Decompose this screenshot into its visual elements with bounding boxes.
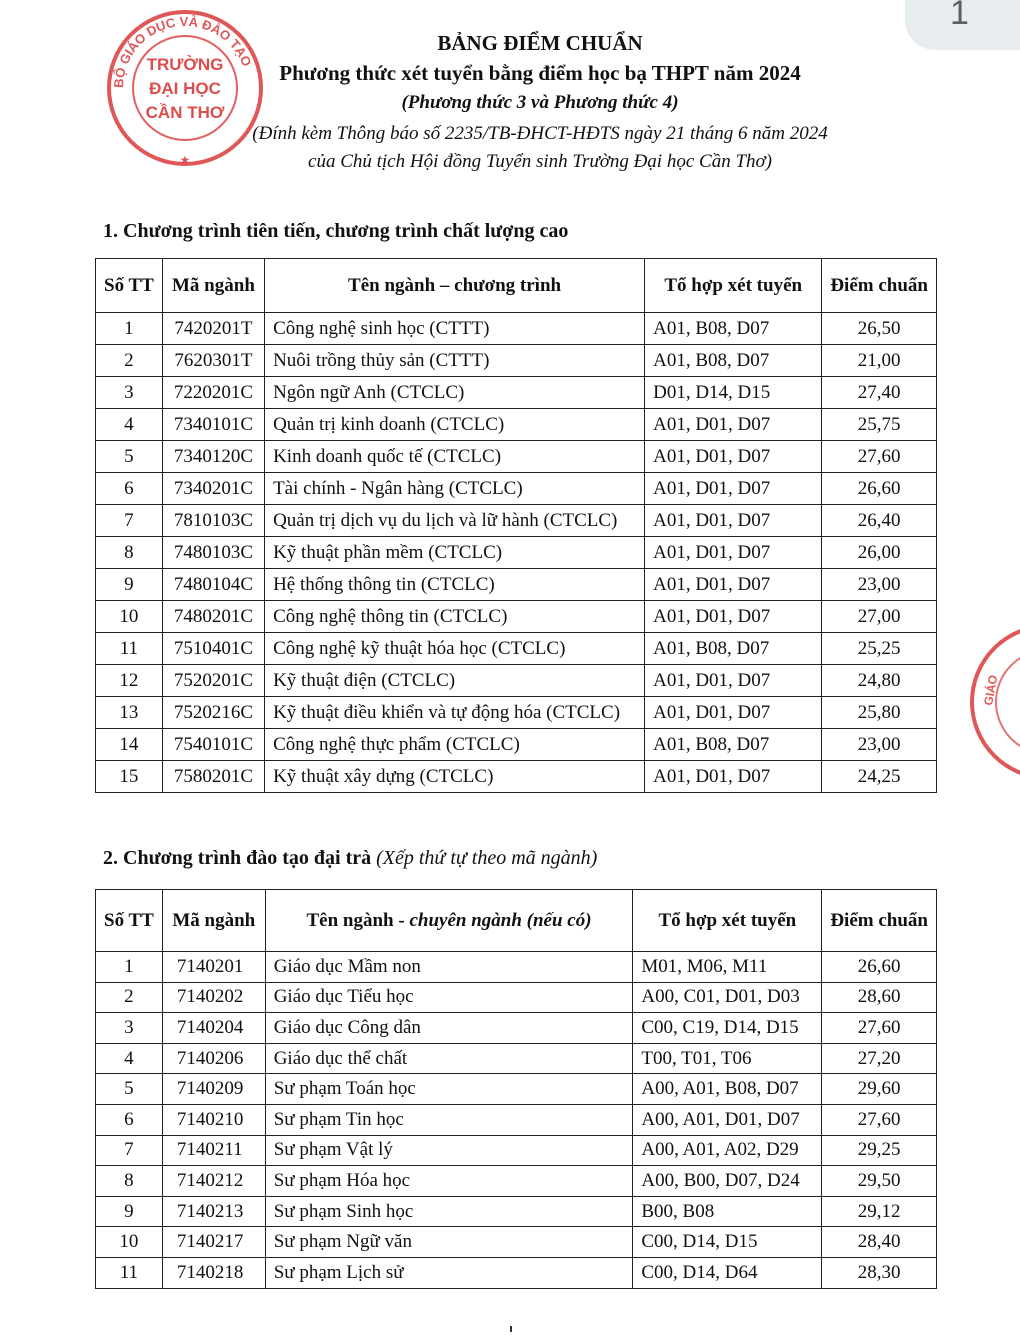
- section2-heading-text: 2. Chương trình đào tạo đại trà: [103, 847, 372, 869]
- cell-subject-combination: A01, D01, D07: [645, 601, 822, 633]
- section1-table: [95, 258, 937, 793]
- cell-major-code: 7340101C: [162, 409, 264, 441]
- stamp-outer-text: BỘ GIÁO DỤC VÀ ĐÀO TẠO: [110, 13, 255, 89]
- cell-major-code: 7140213: [162, 1196, 265, 1227]
- cell-subject-combination: B00, B08: [633, 1196, 822, 1227]
- cell-stt: 5: [96, 1074, 163, 1105]
- cell-subject-combination: A01, D01, D07: [645, 409, 822, 441]
- table-row: [96, 1104, 937, 1135]
- cell-subject-combination: C00, C19, D14, D15: [633, 1013, 822, 1044]
- cell-subject-combination: A01, B08, D07: [645, 729, 822, 761]
- cell-major-code: 7140209: [162, 1074, 265, 1105]
- table-row: [96, 377, 937, 409]
- cell-stt: 3: [96, 377, 163, 409]
- cell-stt: 1: [96, 313, 163, 345]
- cell-cutoff-score: 27,20: [822, 1043, 937, 1074]
- table-row: [96, 1196, 937, 1227]
- cell-stt: 1: [96, 952, 163, 983]
- cell-cutoff-score: 24,25: [822, 761, 937, 793]
- header-score: Điểm chuẩn: [822, 890, 937, 952]
- table-row: [96, 441, 937, 473]
- cell-subject-combination: A01, D01, D07: [645, 537, 822, 569]
- cell-cutoff-score: 23,00: [822, 569, 937, 601]
- table-row: [96, 409, 937, 441]
- cell-major-code: 7140204: [162, 1013, 265, 1044]
- page-mark: [510, 1326, 512, 1332]
- table-row: [96, 537, 937, 569]
- cell-subject-combination: A01, D01, D07: [645, 697, 822, 729]
- cell-major-name: Sư phạm Ngữ văn: [265, 1227, 633, 1258]
- header-name-italic: chuyên ngành (nếu có): [409, 909, 592, 931]
- cell-major-name: Nuôi trồng thủy sản (CTTT): [265, 345, 645, 377]
- table-row: [96, 633, 937, 665]
- cell-major-name: Kỹ thuật điều khiển và tự động hóa (CTCLC): [265, 697, 645, 729]
- cell-subject-combination: A01, B08, D07: [645, 633, 822, 665]
- cell-stt: 4: [96, 409, 163, 441]
- cell-cutoff-score: 26,60: [822, 473, 937, 505]
- cell-major-name: Giáo dục Công dân: [265, 1013, 633, 1044]
- cell-subject-combination: D01, D14, D15: [645, 377, 822, 409]
- cell-subject-combination: A00, A01, B08, D07: [633, 1074, 822, 1105]
- cell-major-code: 7480103C: [162, 537, 264, 569]
- svg-text:GIÁO: GIÁO: [981, 673, 1001, 707]
- cell-stt: 6: [96, 473, 163, 505]
- cell-stt: 7: [96, 1135, 163, 1166]
- cell-stt: 3: [96, 1013, 163, 1044]
- table-row: [96, 473, 937, 505]
- cell-stt: 8: [96, 537, 163, 569]
- header-name: [265, 890, 633, 952]
- cell-major-name: Giáo dục Tiểu học: [265, 982, 633, 1013]
- cell-stt: 10: [96, 601, 163, 633]
- cell-subject-combination: A00, C01, D01, D03: [633, 982, 822, 1013]
- cell-major-code: 7140210: [162, 1104, 265, 1135]
- cell-stt: 9: [96, 1196, 163, 1227]
- cell-major-code: 7140218: [162, 1257, 265, 1288]
- table-row: [96, 1166, 937, 1197]
- table-row: [96, 1257, 937, 1288]
- table-row: [96, 665, 937, 697]
- cell-stt: 4: [96, 1043, 163, 1074]
- cell-stt: 2: [96, 982, 163, 1013]
- stamp-star-icon: ★: [179, 153, 191, 167]
- header-name-plain: Tên ngành -: [306, 909, 410, 931]
- section2-heading: [103, 847, 597, 870]
- cell-stt: 11: [96, 1257, 163, 1288]
- cell-subject-combination: A01, D01, D07: [645, 505, 822, 537]
- cell-major-code: 7140206: [162, 1043, 265, 1074]
- cell-cutoff-score: 23,00: [822, 729, 937, 761]
- cell-stt: 12: [96, 665, 163, 697]
- header-combo: Tổ hợp xét tuyển: [633, 890, 822, 952]
- cell-major-name: Kinh doanh quốc tế (CTCLC): [265, 441, 645, 473]
- cell-major-name: Sư phạm Vật lý: [265, 1135, 633, 1166]
- stamp-line-3: CẦN THƠ: [145, 103, 225, 122]
- cell-major-name: Hệ thống thông tin (CTCLC): [265, 569, 645, 601]
- cell-major-code: 7540101C: [162, 729, 264, 761]
- document-title: BẢNG ĐIỂM CHUẨN: [437, 31, 643, 55]
- cell-major-code: 7810103C: [162, 505, 264, 537]
- cell-major-name: Kỹ thuật điện (CTCLC): [265, 665, 645, 697]
- cell-major-name: Công nghệ thông tin (CTCLC): [265, 601, 645, 633]
- header-combo: Tổ hợp xét tuyển: [645, 259, 822, 313]
- cell-major-name: Giáo dục Mầm non: [265, 952, 633, 983]
- cell-stt: 7: [96, 505, 163, 537]
- cell-major-code: 7580201C: [162, 761, 264, 793]
- section2-heading-note: (Xếp thứ tự theo mã ngành): [376, 847, 598, 869]
- cell-major-code: 7140202: [162, 982, 265, 1013]
- cell-major-code: 7480201C: [162, 601, 264, 633]
- cell-major-code: 7620301T: [162, 345, 264, 377]
- cell-major-name: Tài chính - Ngân hàng (CTCLC): [265, 473, 645, 505]
- cell-major-name: Kỹ thuật phần mềm (CTCLC): [265, 537, 645, 569]
- cell-major-code: 7140212: [162, 1166, 265, 1197]
- header-score: Điểm chuẩn: [822, 259, 937, 313]
- cell-cutoff-score: 25,75: [822, 409, 937, 441]
- table-row: [96, 982, 937, 1013]
- table-row: [96, 1227, 937, 1258]
- stamp-line-2: ĐẠI HỌC: [149, 79, 221, 98]
- cell-major-code: 7520201C: [162, 665, 264, 697]
- cell-subject-combination: A01, D01, D07: [645, 761, 822, 793]
- cell-cutoff-score: 28,60: [822, 982, 937, 1013]
- cell-major-name: Sư phạm Hóa học: [265, 1166, 633, 1197]
- cell-cutoff-score: 24,80: [822, 665, 937, 697]
- document-note-line1: (Đính kèm Thông báo số 2235/TB-ĐHCT-HĐTS ngày 21 tháng 6 năm 2024: [252, 123, 828, 144]
- cell-stt: 11: [96, 633, 163, 665]
- table-row: [96, 697, 937, 729]
- cell-major-name: Sư phạm Toán học: [265, 1074, 633, 1105]
- header-code: Mã ngành: [162, 890, 265, 952]
- cell-cutoff-score: 29,25: [822, 1135, 937, 1166]
- table-row: [96, 761, 937, 793]
- cell-cutoff-score: 25,25: [822, 633, 937, 665]
- table-row: [96, 313, 937, 345]
- cell-major-code: 7520216C: [162, 697, 264, 729]
- cell-cutoff-score: 27,40: [822, 377, 937, 409]
- header-name: Tên ngành – chương trình: [265, 259, 645, 313]
- section1-heading: 1. Chương trình tiên tiến, chương trình chất lượng cao: [103, 220, 569, 242]
- cell-subject-combination: C00, D14, D64: [633, 1257, 822, 1288]
- cell-major-name: Kỹ thuật xây dựng (CTCLC): [265, 761, 645, 793]
- document-note-line2: của Chủ tịch Hội đồng Tuyển sinh Trường Đại học Cần Thơ): [308, 151, 772, 172]
- cell-major-name: Quản trị kinh doanh (CTCLC): [265, 409, 645, 441]
- cell-stt: 9: [96, 569, 163, 601]
- cell-subject-combination: A01, D01, D07: [645, 569, 822, 601]
- cell-major-name: Giáo dục thể chất: [265, 1043, 633, 1074]
- document-subtitle: Phương thức xét tuyển bằng điểm học bạ THPT năm 2024: [279, 61, 801, 85]
- stamp-line-1: TRƯỜNG: [146, 55, 224, 74]
- table-row: [96, 569, 937, 601]
- cell-major-name: Công nghệ thực phẩm (CTCLC): [265, 729, 645, 761]
- cell-major-name: Sư phạm Tin học: [265, 1104, 633, 1135]
- cell-major-name: Quản trị dịch vụ du lịch và lữ hành (CTCLC): [265, 505, 645, 537]
- table-row: [96, 505, 937, 537]
- cell-stt: 10: [96, 1227, 163, 1258]
- cell-subject-combination: A00, A01, D01, D07: [633, 1104, 822, 1135]
- cell-major-name: Sư phạm Sinh học: [265, 1196, 633, 1227]
- document-header: [150, 28, 930, 178]
- cell-major-name: Sư phạm Lịch sử: [265, 1257, 633, 1288]
- cell-cutoff-score: 25,80: [822, 697, 937, 729]
- table-header-row: [96, 259, 937, 313]
- cell-cutoff-score: 21,00: [822, 345, 937, 377]
- cell-stt: 2: [96, 345, 163, 377]
- table-row: [96, 952, 937, 983]
- cell-major-code: 7510401C: [162, 633, 264, 665]
- cell-cutoff-score: 28,30: [822, 1257, 937, 1288]
- document-methods: (Phương thức 3 và Phương thức 4): [401, 92, 679, 113]
- cell-subject-combination: A00, B00, D07, D24: [633, 1166, 822, 1197]
- cell-stt: 5: [96, 441, 163, 473]
- cell-cutoff-score: 27,60: [822, 441, 937, 473]
- cell-cutoff-score: 29,60: [822, 1074, 937, 1105]
- page-number: 1: [950, 0, 969, 32]
- header-stt: Số TT: [96, 890, 163, 952]
- table-row: [96, 1043, 937, 1074]
- cell-subject-combination: A01, D01, D07: [645, 665, 822, 697]
- cell-subject-combination: A01, B08, D07: [645, 345, 822, 377]
- cell-major-code: 7220201C: [162, 377, 264, 409]
- cell-major-code: 7420201T: [162, 313, 264, 345]
- cell-cutoff-score: 27,60: [822, 1104, 937, 1135]
- cell-stt: 15: [96, 761, 163, 793]
- cell-subject-combination: T00, T01, T06: [633, 1043, 822, 1074]
- partial-stamp-right: [968, 622, 1020, 782]
- cell-major-code: 7140201: [162, 952, 265, 983]
- header-code: Mã ngành: [162, 259, 264, 313]
- cell-major-code: 7480104C: [162, 569, 264, 601]
- cell-subject-combination: A01, D01, D07: [645, 441, 822, 473]
- table-row: [96, 1135, 937, 1166]
- cell-major-code: 7140211: [162, 1135, 265, 1166]
- cell-cutoff-score: 27,00: [822, 601, 937, 633]
- cell-major-code: 7340120C: [162, 441, 264, 473]
- cell-subject-combination: A01, B08, D07: [645, 313, 822, 345]
- cell-stt: 8: [96, 1166, 163, 1197]
- cell-subject-combination: M01, M06, M11: [633, 952, 822, 983]
- cell-major-name: Công nghệ sinh học (CTTT): [265, 313, 645, 345]
- cell-stt: 14: [96, 729, 163, 761]
- cell-cutoff-score: 26,40: [822, 505, 937, 537]
- cell-cutoff-score: 26,50: [822, 313, 937, 345]
- table-row: [96, 729, 937, 761]
- cell-cutoff-score: 29,50: [822, 1166, 937, 1197]
- cell-major-code: 7340201C: [162, 473, 264, 505]
- cell-cutoff-score: 29,12: [822, 1196, 937, 1227]
- table-row: [96, 1074, 937, 1105]
- cell-cutoff-score: 27,60: [822, 1013, 937, 1044]
- cell-stt: 13: [96, 697, 163, 729]
- section2-table: [95, 889, 937, 1289]
- cell-cutoff-score: 26,00: [822, 537, 937, 569]
- table-header-row: [96, 890, 937, 952]
- cell-major-name: Công nghệ kỹ thuật hóa học (CTCLC): [265, 633, 645, 665]
- table-row: [96, 345, 937, 377]
- cell-subject-combination: C00, D14, D15: [633, 1227, 822, 1258]
- table-row: [96, 601, 937, 633]
- cell-major-code: 7140217: [162, 1227, 265, 1258]
- cell-stt: 6: [96, 1104, 163, 1135]
- header-stt: Số TT: [96, 259, 163, 313]
- cell-cutoff-score: 28,40: [822, 1227, 937, 1258]
- cell-cutoff-score: 26,60: [822, 952, 937, 983]
- cell-subject-combination: A01, D01, D07: [645, 473, 822, 505]
- cell-subject-combination: A00, A01, A02, D29: [633, 1135, 822, 1166]
- cell-major-name: Ngôn ngữ Anh (CTCLC): [265, 377, 645, 409]
- table-row: [96, 1013, 937, 1044]
